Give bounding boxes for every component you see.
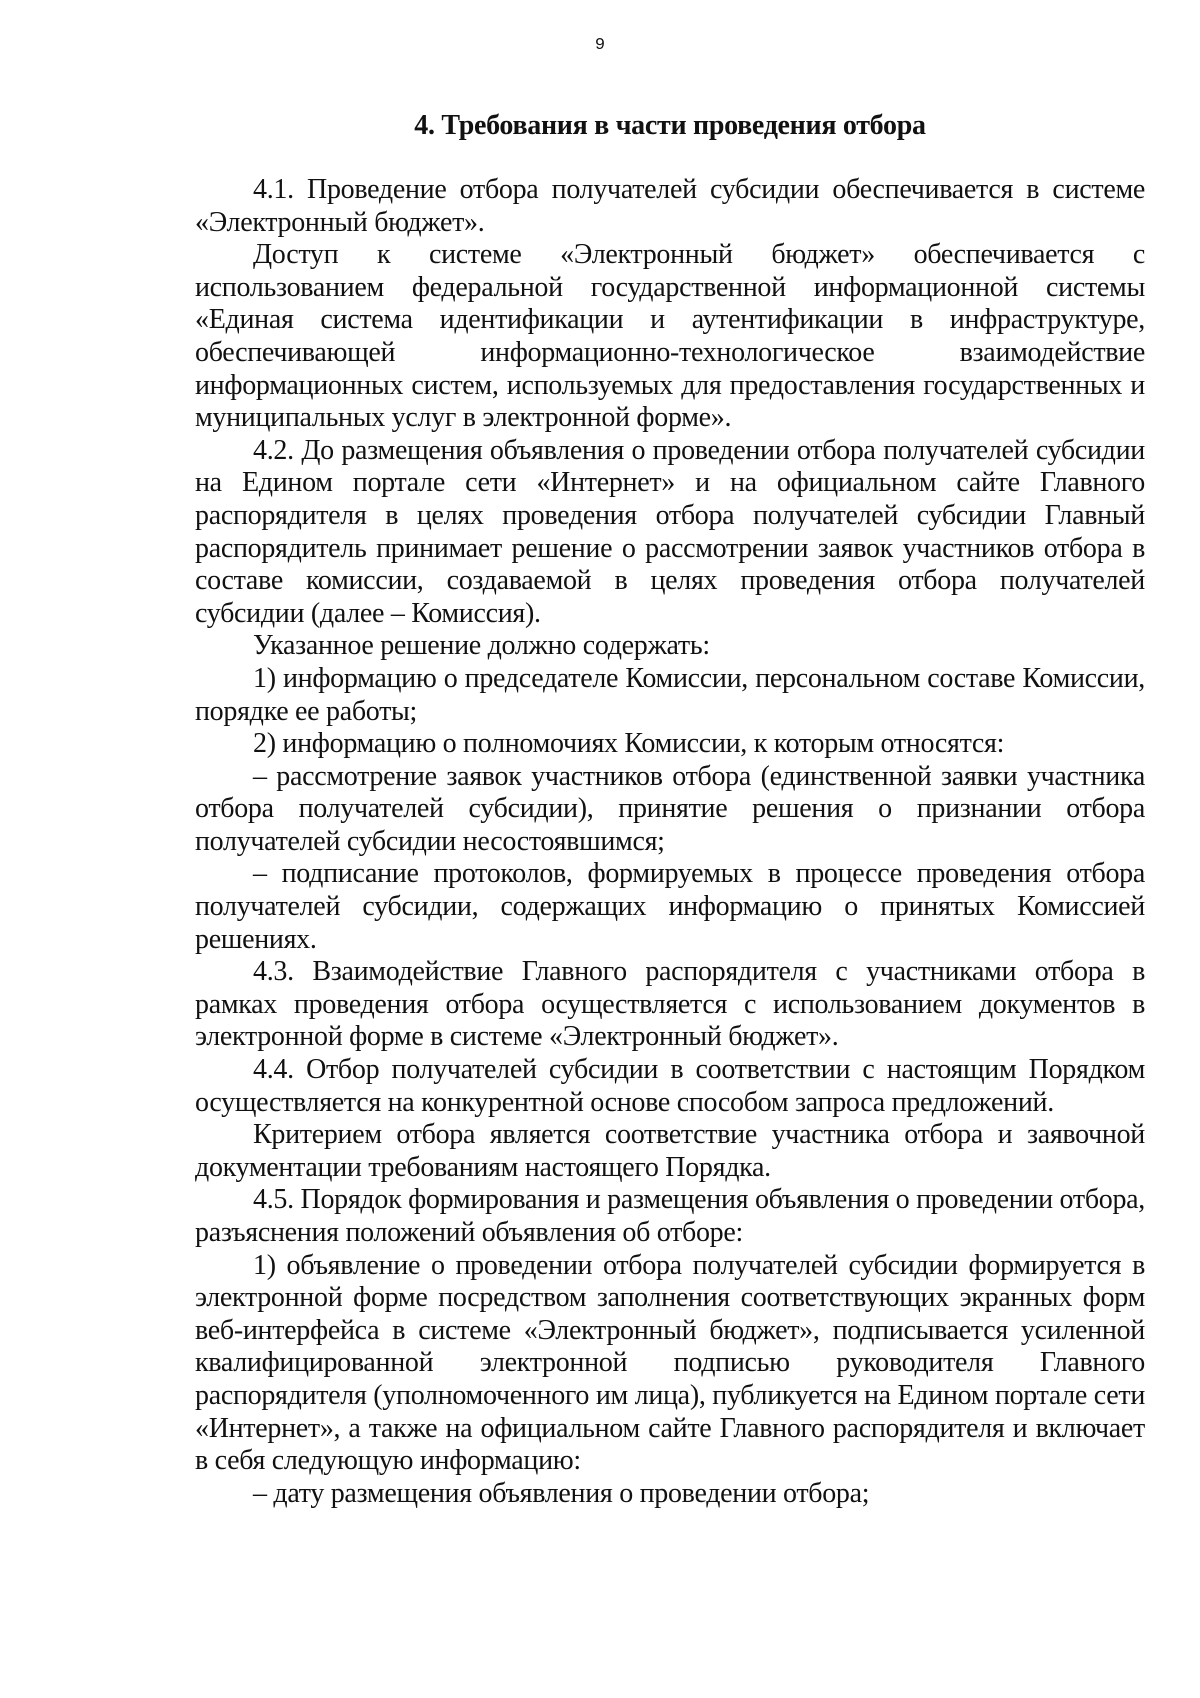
paragraph: Указанное решение должно содержать: bbox=[253, 630, 710, 662]
paragraph: – дату размещения объявления о проведении отбора; bbox=[253, 1477, 870, 1509]
document-body bbox=[195, 174, 1145, 1510]
section-heading: 4. Требования в части проведения отбора bbox=[414, 110, 926, 141]
paragraph: 4.4. Отбор получателей субсидии в соответствии с настоящим Порядком осуществляется на конкурентной основе способом запроса предложений. bbox=[195, 1054, 1145, 1118]
paragraph: – подписание протоколов, формируемых в процессе проведения отбора получателей субсидии, содержащих информацию о принятых Комиссией решениях. bbox=[195, 858, 1145, 955]
paragraph: 4.2. До размещения объявления о проведении отбора получателей субсидии на Едином портале сети «Интернет» и на официальном сайте Главного распорядителя в целях проведения отбора получателей субсидии Главный распорядитель принимает решение о рассмотрении заявок участников отбора в составе комиссии, создаваемой в целях проведения отбора получателей субсидии (далее – Комиссия). bbox=[195, 434, 1145, 629]
paragraph: Критерием отбора является соответствие участника отбора и заявочной документации требованиям настоящего Порядка. bbox=[195, 1119, 1145, 1183]
paragraph: 2) информацию о полномочиях Комиссии, к которым относятся: bbox=[253, 728, 1005, 760]
paragraph: 1) объявление о проведении отбора получателей субсидии формируется в электронной форме посредством заполнения соответствующих экранных форм веб-интерфейса в системе «Электронный бюджет», подписывается усиленной квалифицированной электронной подписью руководителя Главного распорядителя (уполномоченного им лица), публикуется на Едином портале сети «Интернет», а также на официальном сайте Главного распорядителя и включает в себя следующую информацию: bbox=[195, 1249, 1145, 1477]
paragraph: 4.5. Порядок формирования и размещения объявления о проведении отбора, разъяснения положений объявления об отборе: bbox=[195, 1184, 1145, 1248]
paragraph: – рассмотрение заявок участников отбора (единственной заявки участника отбора получателей субсидии), принятие решения о признании отбора получателей субсидии несостоявшимся; bbox=[195, 760, 1145, 857]
paragraph: 4.1. Проведение отбора получателей субсидии обеспечивается в системе «Электронный бюджет». bbox=[195, 174, 1145, 238]
paragraph: Доступ к системе «Электронный бюджет» обеспечивается с использованием федеральной государственной информационной системы «Единая система идентификации и аутентификации в инфраструктуре, обеспечивающей информационно-технологическое взаимодействие информационных систем, используемых для предоставления государственных и муниципальных услуг в электронной форме». bbox=[195, 239, 1145, 434]
paragraph: 4.3. Взаимодействие Главного распорядителя с участниками отбора в рамках проведения отбора осуществляется с использованием документов в электронной форме в системе «Электронный бюджет». bbox=[195, 956, 1145, 1053]
page-number: 9 bbox=[594, 36, 606, 55]
paragraph: 1) информацию о председателе Комиссии, персональном составе Комиссии, порядке ее работы; bbox=[195, 662, 1145, 727]
